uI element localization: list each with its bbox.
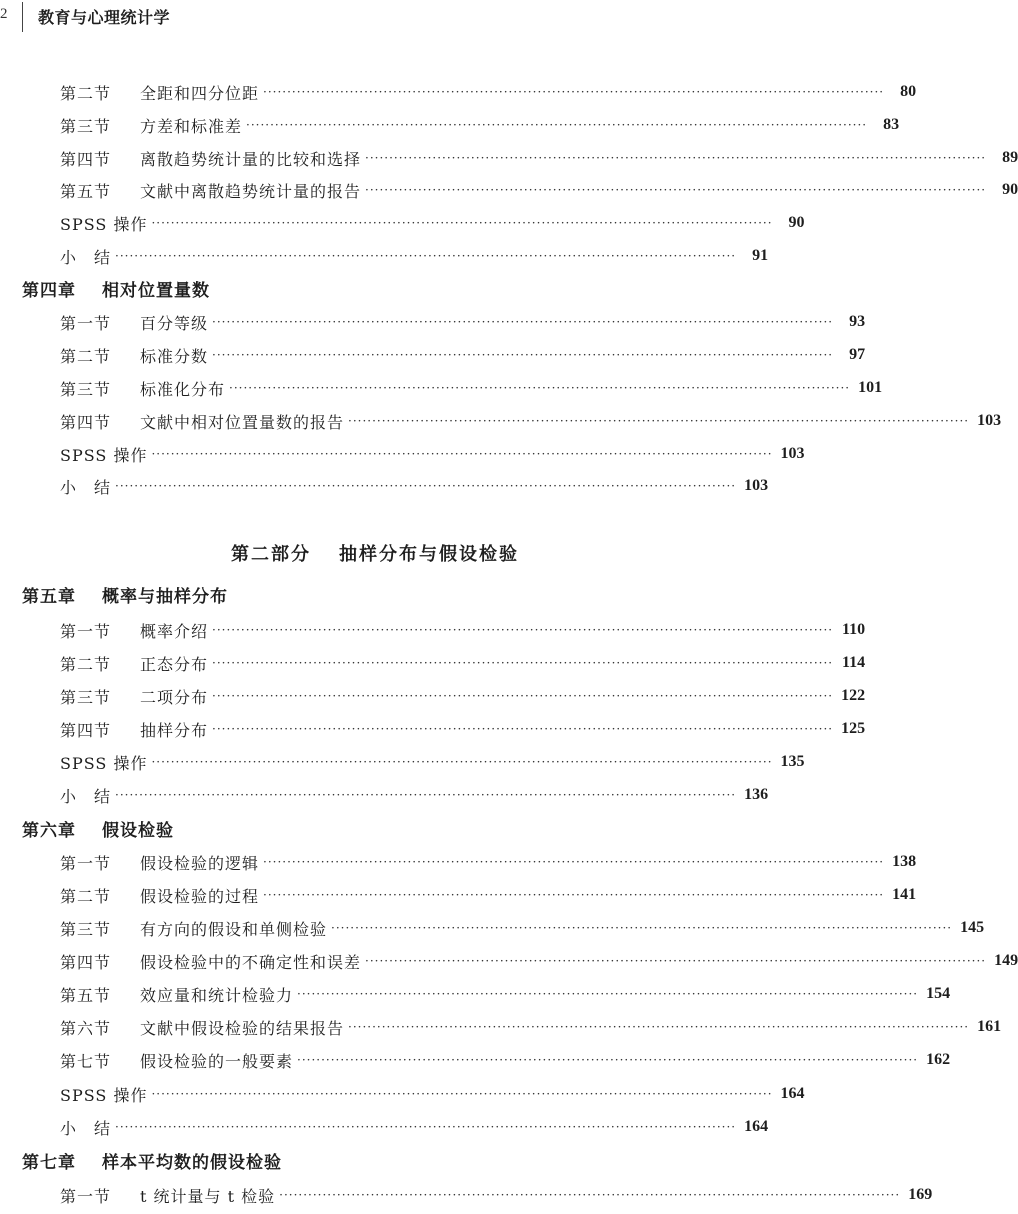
dot-leader: ·································································································································	[115, 1120, 737, 1134]
section-title: 假设检验的一般要素	[140, 1051, 294, 1071]
page-number-ref: 145	[960, 919, 985, 936]
dot-leader: ·································································································································	[115, 249, 737, 263]
chapter-number: 第六章	[22, 820, 76, 841]
page-number-ref: 103	[744, 477, 769, 494]
dot-leader: ·································································································································	[348, 1020, 970, 1034]
section-title: 文献中假设检验的结果报告	[140, 1018, 345, 1038]
section-number: 第三节	[60, 687, 112, 707]
dot-leader: ·································································································································	[212, 689, 834, 703]
page-number-ref: 91	[752, 247, 769, 264]
chapter-title: 样本平均数的假设检验	[102, 1152, 282, 1173]
toc-entry[interactable]	[60, 617, 866, 643]
page-number-ref: 136	[744, 786, 769, 803]
toc-entry[interactable]	[60, 948, 1018, 974]
chapter-heading	[22, 274, 210, 302]
dot-leader: ·································································································································	[115, 788, 737, 802]
section-title: 全距和四分位距	[140, 83, 260, 103]
section-number: 第四节	[60, 952, 112, 972]
page-number-ref: 164	[744, 1118, 769, 1135]
section-number: 第三节	[60, 379, 112, 399]
toc-entry[interactable]	[60, 309, 866, 335]
page-number-ref: 141	[892, 886, 917, 903]
section-title: 离散趋势统计量的比较和选择	[140, 149, 362, 169]
section-number: 第二节	[60, 83, 112, 103]
page-number-ref: 164	[780, 1085, 805, 1102]
toc-entry[interactable]	[60, 342, 866, 368]
dot-leader: ·································································································································	[151, 755, 773, 769]
dot-leader: ·································································································································	[297, 987, 919, 1001]
toc-entry[interactable]	[60, 1081, 805, 1107]
page-number-ref: 122	[841, 687, 866, 704]
toc-entry[interactable]	[60, 650, 866, 676]
dot-leader: ·································································································································	[151, 1087, 773, 1101]
section-number: 第三节	[60, 116, 112, 136]
chapter-title: 假设检验	[102, 820, 174, 841]
section-title: 效应量和统计检验力	[140, 985, 294, 1005]
toc-entry[interactable]	[60, 1047, 951, 1073]
toc-entry[interactable]	[60, 716, 866, 742]
dot-leader: ·································································································································	[115, 479, 737, 493]
section-number: 小 结	[60, 477, 112, 497]
section-title: 文献中相对位置量数的报告	[140, 412, 345, 432]
section-number: 小 结	[60, 1118, 112, 1138]
section-number: SPSS 操作	[60, 753, 148, 773]
dot-leader: ·································································································································	[365, 183, 987, 197]
toc-entry[interactable]	[60, 210, 805, 236]
toc-entry[interactable]	[60, 1114, 769, 1140]
toc-entry[interactable]	[60, 112, 900, 138]
chapter-number: 第五章	[22, 586, 76, 607]
section-number: 第五节	[60, 181, 112, 201]
dot-leader: ·································································································································	[297, 1053, 919, 1067]
page-number-ref: 138	[892, 853, 917, 870]
page-number-ref: 162	[926, 1051, 951, 1068]
section-title: 假设检验中的不确定性和误差	[140, 952, 362, 972]
part-title: 抽样分布与假设检验	[339, 544, 519, 565]
toc-entry[interactable]	[60, 473, 769, 499]
dot-leader: ·································································································································	[212, 348, 834, 362]
section-number: 第五节	[60, 985, 112, 1005]
page-number-ref: 83	[883, 116, 900, 133]
dot-leader: ·································································································································	[279, 1188, 901, 1202]
page-number-ref: 101	[858, 379, 883, 396]
part-heading	[0, 540, 750, 566]
section-number: 第二节	[60, 346, 112, 366]
chapter-number: 第四章	[22, 280, 76, 301]
section-number: 第二节	[60, 654, 112, 674]
book-title: 教育与心理统计学	[38, 8, 171, 27]
toc-entry[interactable]	[60, 145, 1018, 171]
chapter-number: 第七章	[22, 1152, 76, 1173]
section-number: 第一节	[60, 621, 112, 641]
page-number-ref: 97	[849, 346, 866, 363]
section-title: 正态分布	[140, 654, 209, 674]
section-number: 第四节	[60, 720, 112, 740]
toc-entry[interactable]	[60, 1014, 1002, 1040]
page-number-ref: 125	[841, 720, 866, 737]
page-number-ref: 93	[849, 313, 866, 330]
dot-leader: ·································································································································	[212, 722, 834, 736]
toc-entry[interactable]	[60, 441, 805, 467]
page-number-ref: 114	[841, 654, 866, 671]
section-title: 二项分布	[140, 687, 209, 707]
toc-entry[interactable]	[60, 408, 1002, 434]
section-title: 方差和标准差	[140, 116, 243, 136]
toc-entry[interactable]	[60, 782, 769, 808]
toc-entry[interactable]	[60, 243, 769, 269]
page-number-ref: 169	[908, 1186, 933, 1203]
section-title: 假设检验的逻辑	[140, 853, 260, 873]
dot-leader: ·································································································································	[263, 85, 885, 99]
chapter-title: 概率与抽样分布	[102, 586, 228, 607]
section-number: 小 结	[60, 786, 112, 806]
page-number-ref: 110	[841, 621, 866, 638]
dot-leader: ·································································································································	[151, 447, 773, 461]
section-number: 第四节	[60, 149, 112, 169]
toc-entry[interactable]	[60, 981, 951, 1007]
page-number-ref: 135	[780, 753, 805, 770]
part-number: 第二部分	[231, 544, 311, 565]
dot-leader: ·································································································································	[365, 151, 987, 165]
page-number-ref: 80	[900, 83, 917, 100]
dot-leader: ·································································································································	[212, 656, 834, 670]
page-number-ref: 90	[1002, 181, 1018, 198]
section-number: 第二节	[60, 886, 112, 906]
toc-entry[interactable]	[60, 1182, 933, 1208]
toc-entry[interactable]	[60, 915, 985, 941]
page-number: 2	[0, 6, 8, 22]
toc-entry[interactable]	[60, 882, 917, 908]
toc-entry[interactable]	[60, 79, 917, 105]
toc-entry[interactable]	[60, 683, 866, 709]
page-number-ref: 149	[994, 952, 1018, 969]
section-number: 第一节	[60, 313, 112, 333]
toc-entry[interactable]	[60, 749, 805, 775]
section-title: t 统计量与 t 检验	[140, 1186, 276, 1206]
dot-leader: ·································································································································	[246, 118, 868, 132]
page-number-ref: 154	[926, 985, 951, 1002]
section-title: 抽样分布	[140, 720, 209, 740]
section-number: 第七节	[60, 1051, 112, 1071]
dot-leader: ·································································································································	[151, 216, 773, 230]
dot-leader: ·································································································································	[212, 315, 834, 329]
dot-leader: ·································································································································	[348, 414, 970, 428]
toc-entry[interactable]	[60, 177, 1018, 203]
section-number: 第六节	[60, 1018, 112, 1038]
page-number-ref: 103	[780, 445, 805, 462]
dot-leader: ·································································································································	[263, 888, 885, 902]
toc-entry[interactable]	[60, 849, 917, 875]
dot-leader: ·································································································································	[263, 855, 885, 869]
page-number-ref: 161	[977, 1018, 1002, 1035]
dot-leader: ·································································································································	[212, 623, 834, 637]
section-number: 第三节	[60, 919, 112, 939]
page-number-ref: 90	[788, 214, 805, 231]
section-title: 有方向的假设和单侧检验	[140, 919, 328, 939]
chapter-title: 相对位置量数	[102, 280, 210, 301]
section-title: 假设检验的过程	[140, 886, 260, 906]
section-number: 第四节	[60, 412, 112, 432]
section-number: 第一节	[60, 853, 112, 873]
section-number: SPSS 操作	[60, 1085, 148, 1105]
section-title: 标准分数	[140, 346, 209, 366]
chapter-heading	[22, 580, 228, 608]
dot-leader: ·································································································································	[331, 921, 953, 935]
section-number: SPSS 操作	[60, 445, 148, 465]
section-title: 标准化分布	[140, 379, 226, 399]
running-header	[0, 0, 750, 32]
dot-leader: ·································································································································	[365, 954, 987, 968]
chapter-heading	[22, 1146, 282, 1174]
section-number: SPSS 操作	[60, 214, 148, 234]
section-number: 小 结	[60, 247, 112, 267]
section-title: 概率介绍	[140, 621, 209, 641]
dot-leader: ·································································································································	[229, 381, 851, 395]
header-divider	[22, 2, 23, 32]
page-number-ref: 89	[1002, 149, 1018, 166]
toc-entry[interactable]	[60, 375, 883, 401]
section-title: 文献中离散趋势统计量的报告	[140, 181, 362, 201]
chapter-heading	[22, 814, 174, 842]
section-title: 百分等级	[140, 313, 209, 333]
section-number: 第一节	[60, 1186, 112, 1206]
page-number-ref: 103	[977, 412, 1002, 429]
